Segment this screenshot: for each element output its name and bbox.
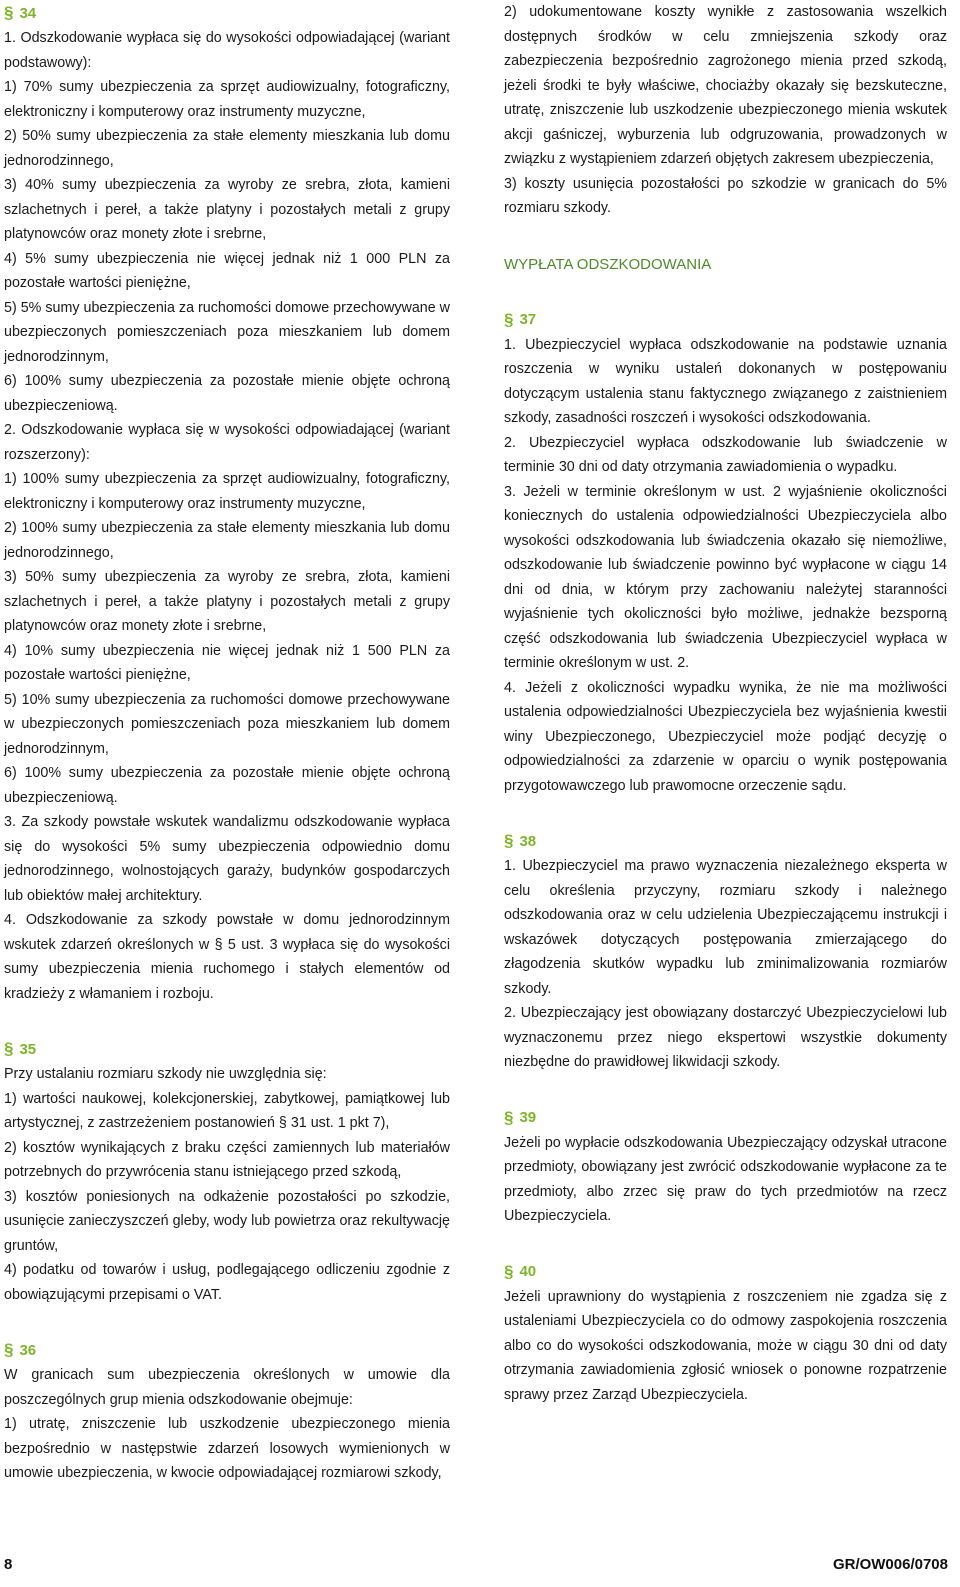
page-number: 8 [4, 1556, 13, 1573]
section-number: 34 [19, 4, 37, 22]
section-sign-icon: § [504, 1107, 514, 1127]
section-number: 36 [19, 1341, 37, 1359]
right-column [504, 0, 947, 1407]
section-sign-icon: § [504, 1261, 514, 1281]
paragraph: 1) utratę, zniszczenie lub uszkodzenie ubezpieczonego mienia bezpośrednio w następstwie zdarzeń losowych wymienionych w umowie ubezpieczenia, w kwocie odpowiadającej rozmiarowi szkody, [4, 1416, 450, 1481]
paragraph: 1) 100% sumy ubezpieczenia za sprzęt audiowizualny, fotograficzny, elektroniczny i komputerowy oraz instrumenty muzyczne, [4, 471, 450, 512]
paragraph: 1. Ubezpieczyciel ma prawo wyznaczenia niezależnego eksperta w celu określenia przyczyny, rozmiaru szkody i należnego odszkodowania oraz w celu udzielenia Ubezpieczającemu instrukcji i wskazówek dotyczących postępowania zmierzającego do złagodzenia skutków wypadku lub zminimalizowania rozmiarów szkody. [504, 858, 947, 997]
section-37-heading [504, 307, 947, 333]
left-column [4, 0, 450, 1486]
paragraph: 4. Jeżeli z okoliczności wypadku wynika, że nie ma możliwości ustalenia odpowiedzialności Ubezpieczyciela bez wyjaśnienia kwestii winy Ubezpieczonego, Ubezpieczyciel może podjąć decyzję o odpowiedzialności za zdarzenie w oparciu o wynik postępowania przygotowawczego lub prawomocne orzeczenie sądu. [504, 679, 947, 794]
section-sign-icon: § [4, 3, 14, 22]
paragraph: 4) 5% sumy ubezpieczenia nie więcej jednak niż 1 000 PLN za pozostałe wartości pieniężne, [4, 250, 450, 291]
paragraph: 1. Ubezpieczyciel wypłaca odszkodowanie na podstawie uznania roszczenia w wyniku ustaleń dokonanych w postępowaniu dotyczącym ustalenia stanu faktycznego związanego z zaistnieniem szkody, zasadności roszczeń i wysokości odszkodowania. [504, 336, 947, 426]
section-sign-icon: § [4, 1340, 14, 1359]
section-number: 39 [519, 1109, 537, 1126]
paragraph: 5) 5% sumy ubezpieczenia za ruchomości domowe przechowywane w ubezpieczonych pomieszczeniach poza mieszkaniem lub domem jednorodzinnym, [4, 299, 450, 365]
paragraph: 5) 10% sumy ubezpieczenia za ruchomości domowe przechowywane w ubezpieczonych pomieszczeniach poza mieszkaniem lub domem jednorodzinnym, [4, 691, 450, 757]
paragraph: 4) podatku od towarów i usług, podlegającego odliczeniu zgodnie z obowiązującymi przepisami o VAT. [4, 1262, 450, 1303]
paragraph: 1. Odszkodowanie wypłaca się do wysokości odpowiadającej (wariant podstawowy): [4, 30, 450, 71]
section-number: 35 [19, 1040, 37, 1058]
paragraph: 2) udokumentowane koszty wynikłe z zastosowania wszelkich dostępnych środków w celu zmniejszenia szkody oraz zabezpieczenia bezpośrednio zagrożonego mienia przed szkodą, jeżeli środki te były właściwe, chociażby okazały się bezskuteczne, utratę, zniszczenie lub uszkodzenie ubezpieczonego mienia wskutek akcji gaśniczej, wyburzenia lub odgruzowania, prowadzonych w związku z wystąpieniem zdarzeń objętych zakresem ubezpieczenia, [504, 4, 947, 167]
paragraph: 4. Odszkodowanie za szkody powstałe w domu jednorodzinnym wskutek zdarzeń określonych w § 5 ust. 3 wypłaca się do wysokości sumy ubezpieczenia mienia ruchomego i stałych elementów od kradzieży z włamaniem i rozboju. [4, 912, 450, 1002]
paragraph: 6) 100% sumy ubezpieczenia za pozostałe mienie objęte ochroną ubezpieczeniową. [4, 373, 450, 414]
section-38-heading [504, 828, 947, 854]
paragraph: 3) 40% sumy ubezpieczenia za wyroby ze srebra, złota, kamieni szlachetnych i pereł, a także platyny i pozostałych metali z grupy platynowców oraz monety złote i srebrne, [4, 177, 450, 242]
section-35-heading [4, 1036, 450, 1062]
paragraph: 2) 50% sumy ubezpieczenia za stałe elementy mieszkania lub domu jednorodzinnego, [4, 128, 450, 169]
paragraph: 3) kosztów poniesionych na odkażenie pozostałości po szkodzie, usunięcie zanieczyszczeń gleby, wody lub powietrza oraz rekultywację gruntów, [4, 1188, 450, 1254]
paragraph: 1) wartości naukowej, kolekcjonerskiej, zabytkowej, pamiątkowej lub artystycznej, z zastrzeżeniem postanowień § 31 ust. 1 pkt 7), [4, 1090, 450, 1131]
paragraph: 3. Jeżeli w terminie określonym w ust. 2 wyjaśnienie okoliczności koniecznych do ustalenia odpowiedzialności Ubezpieczyciela albo wysokości odszkodowania lub świadczenia okazało się niemożliwe, odszkodowanie lub świadczenie powinno być wypłacone w ciągu 14 dni od dnia, w którym przy zachowaniu należytej staranności wyjaśnienie tych okoliczności było możliwe, jednakże bezsporną część odszkodowania lub świadczenia Ubezpieczyciel wypłaca w terminie określonym w ust. 2. [504, 483, 947, 671]
section-number: 37 [519, 311, 537, 328]
document-code: GR/OW006/0708 [832, 1556, 948, 1573]
section-number: 38 [519, 832, 537, 850]
paragraph: 2) kosztów wynikających z braku części zamiennych lub materiałów potrzebnych do przywrócenia stanu istniejącego przed szkodą, [4, 1139, 450, 1180]
paragraph: Jeżeli uprawniony do wystąpienia z roszczeniem nie zgadza się z ustaleniami Ubezpieczyciela co do odmowy zaspokojenia roszczenia albo co do wysokości odszkodowania, może w ciągu 30 dni od daty otrzymania zawiadomienia zgłosić wniosek o ponowne rozpatrzenie sprawy przez Zarząd Ubezpieczyciela. [504, 1288, 947, 1403]
section-sign-icon: § [4, 1039, 14, 1058]
section-sign-icon: § [504, 831, 514, 850]
paragraph: Przy ustalaniu rozmiaru szkody nie uwzględnia się: [4, 1066, 327, 1082]
paragraph: 3) 50% sumy ubezpieczenia za wyroby ze srebra, złota, kamieni szlachetnych i pereł, a także platyny i pozostałych metali z grupy platynowców oraz monety złote i srebrne, [4, 569, 450, 634]
paragraph: W granicach sum ubezpieczenia określonych w umowie dla poszczególnych grup mienia odszkodowanie obejmuje: [4, 1367, 450, 1408]
section-39-heading [504, 1105, 947, 1131]
section-sign-icon: § [504, 309, 514, 329]
section-number: 40 [519, 1263, 537, 1280]
paragraph: 3. Za szkody powstałe wskutek wandalizmu odszkodowanie wypłaca się do wysokości 5% sumy ubezpieczenia odpowiednio domu jednorodzinnego, wolnostojących garaży, budynków gospodarczych lub obiektów małej architektury. [4, 814, 450, 904]
paragraph: 1) 70% sumy ubezpieczenia za sprzęt audiowizualny, fotograficzny, elektroniczny i komputerowy oraz instrumenty muzyczne, [4, 79, 450, 120]
section-40-heading [504, 1259, 947, 1285]
paragraph: 3) koszty usunięcia pozostałości po szkodzie w granicach do 5% rozmiaru szkody. [504, 175, 947, 216]
section-heading: WYPŁATA ODSZKODOWANIA [504, 255, 712, 273]
paragraph: 6) 100% sumy ubezpieczenia za pozostałe mienie objęte ochroną ubezpieczeniową. [4, 765, 450, 806]
paragraph: 2. Odszkodowanie wypłaca się w wysokości odpowiadającej (wariant rozszerzony): [4, 422, 450, 463]
paragraph: 2. Ubezpieczyciel wypłaca odszkodowanie lub świadczenie w terminie 30 dni od daty otrzymania zawiadomienia o wypadku. [504, 434, 947, 475]
section-34-heading [4, 0, 450, 26]
paragraph: 2) 100% sumy ubezpieczenia za stałe elementy mieszkania lub domu jednorodzinnego, [4, 520, 450, 561]
paragraph: Jeżeli po wypłacie odszkodowania Ubezpieczający odzyskał utracone przedmioty, obowiązany jest zwrócić odszkodowanie wypłacone za te przedmioty, albo zrzec się praw do tych przedmiotów na rzecz Ubezpieczyciela. [504, 1134, 947, 1224]
section-36-heading [4, 1337, 450, 1363]
paragraph: 4) 10% sumy ubezpieczenia nie więcej jednak niż 1 500 PLN za pozostałe wartości pieniężne, [4, 642, 450, 683]
paragraph: 2. Ubezpieczający jest obowiązany dostarczyć Ubezpieczycielowi lub wyznaczonemu przez niego ekspertowi wszystkie dokumenty niezbędne do prawidłowej likwidacji szkody. [504, 1005, 947, 1070]
